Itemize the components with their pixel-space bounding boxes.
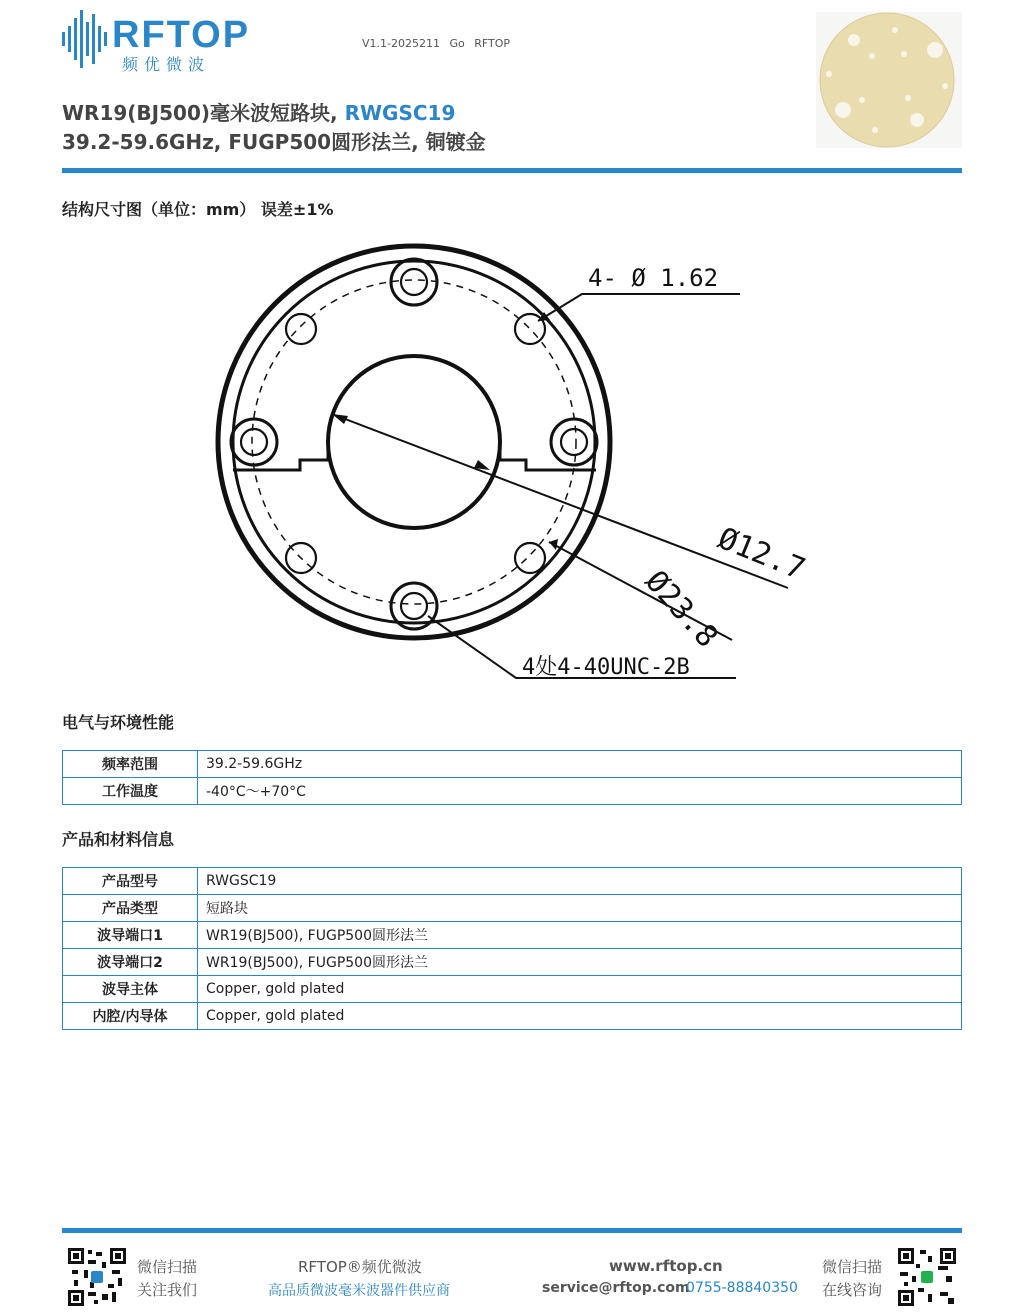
title-prefix: WR19(BJ500)毫米波短路块, bbox=[62, 101, 338, 125]
brand-name: RFTOP bbox=[112, 14, 251, 56]
drawing-section-title: 结构尺寸图（单位：mm） 误差±1% bbox=[62, 200, 334, 219]
row-key: 产品型号 bbox=[63, 868, 198, 895]
table-row bbox=[63, 1003, 962, 1030]
row-key: 波导端口1 bbox=[63, 922, 198, 949]
row-value: WR19(BJ500), FUGP500圆形法兰 bbox=[198, 922, 962, 949]
online-consult-label: 在线咨询 bbox=[822, 1281, 883, 1299]
page-subtitle: 39.2-59.6GHz, FUGP500圆形法兰, 铜镀金 bbox=[62, 130, 486, 154]
website-link[interactable]: www.rftop.cn bbox=[609, 1257, 723, 1275]
table-row bbox=[63, 976, 962, 1003]
go-rftop-link[interactable]: Go RFTOP bbox=[449, 37, 511, 50]
footer-divider bbox=[62, 1228, 962, 1233]
table-row bbox=[63, 922, 962, 949]
table-row bbox=[63, 868, 962, 895]
company-slogan: 高品质微波毫米波器件供应商 bbox=[268, 1283, 450, 1299]
wechat-follow-qr-code[interactable] bbox=[68, 1248, 126, 1306]
inner-diameter-label: Ø12.7 bbox=[713, 520, 810, 588]
version-info bbox=[362, 37, 510, 50]
version-number: V1.1-2025211 bbox=[362, 37, 440, 50]
wechat-scan-label-2: 微信扫描 bbox=[822, 1258, 883, 1276]
row-value: Copper, gold plated bbox=[198, 1003, 962, 1030]
page-title bbox=[62, 97, 455, 126]
row-value: -40°C～+70°C bbox=[198, 778, 962, 805]
wechat-scan-label: 微信扫描 bbox=[137, 1258, 198, 1276]
row-key: 波导主体 bbox=[63, 976, 198, 1003]
table-row bbox=[63, 895, 962, 922]
outer-diameter-label: Ø23.8 bbox=[638, 563, 725, 655]
row-value: 39.2-59.6GHz bbox=[198, 751, 962, 778]
dimension-drawing bbox=[200, 236, 840, 696]
row-key: 频率范围 bbox=[63, 751, 198, 778]
brand-subtitle: 频优微波 bbox=[122, 55, 211, 74]
electrical-section-title: 电气与环境性能 bbox=[62, 713, 175, 732]
hole-dimension-label: 4- Ø 1.62 bbox=[588, 264, 719, 292]
product-photo bbox=[816, 12, 962, 148]
table-row bbox=[63, 778, 962, 805]
product-section-title: 产品和材料信息 bbox=[62, 830, 175, 849]
title-model: RWGSC19 bbox=[344, 101, 456, 125]
thread-label: 4处4-40UNC-2B bbox=[522, 655, 690, 680]
header-divider bbox=[62, 168, 962, 173]
table-row bbox=[63, 949, 962, 976]
row-value: 短路块 bbox=[198, 895, 962, 922]
row-value: WR19(BJ500), FUGP500圆形法兰 bbox=[198, 949, 962, 976]
phone-number[interactable]: 0755-88840350 bbox=[686, 1280, 798, 1296]
wechat-consult-qr-code[interactable] bbox=[898, 1248, 956, 1306]
electrical-table bbox=[62, 750, 962, 805]
row-key: 内腔/内导体 bbox=[63, 1003, 198, 1030]
product-table bbox=[62, 867, 962, 1030]
table-row bbox=[63, 751, 962, 778]
company-name: RFTOP®频优微波 bbox=[298, 1258, 422, 1276]
email-link[interactable]: service@rftop.com bbox=[542, 1280, 690, 1296]
row-key: 产品类型 bbox=[63, 895, 198, 922]
row-value: RWGSC19 bbox=[198, 868, 962, 895]
row-value: Copper, gold plated bbox=[198, 976, 962, 1003]
row-key: 工作温度 bbox=[63, 778, 198, 805]
follow-us-label: 关注我们 bbox=[137, 1281, 198, 1299]
row-key: 波导端口2 bbox=[63, 949, 198, 976]
